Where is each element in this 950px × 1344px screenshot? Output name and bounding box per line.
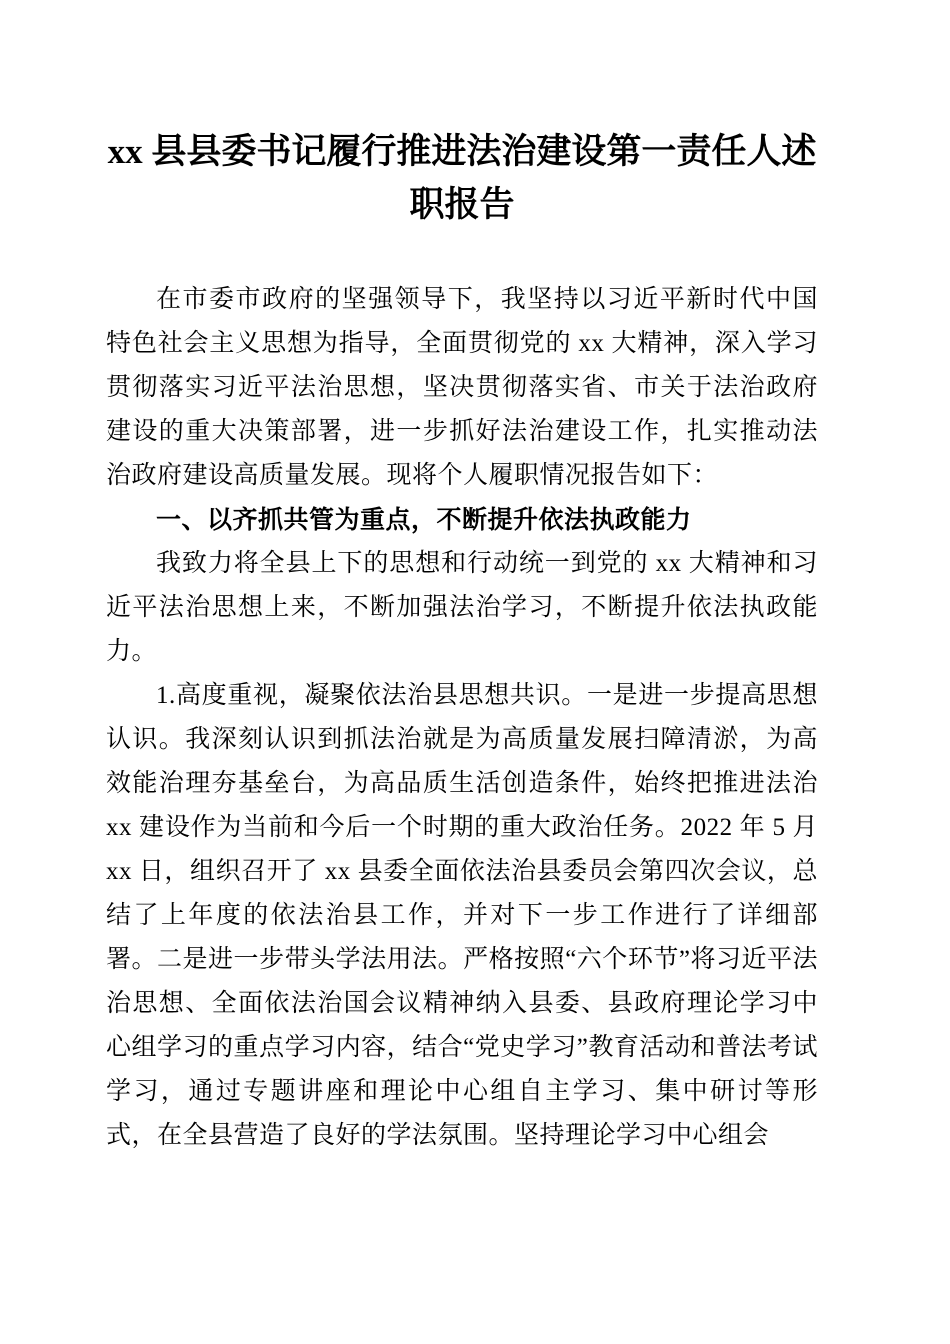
- paragraph-point-1: 1.高度重视，凝聚依法治县思想共识。一是进一步提高思想认识。我深刻认识到抓法治就是为高质量发展扫障清淤，为高效能治理夯基垒台，为高品质生活创造条件，始终把推进法治 xx 建设作为当前和今后一个时期的重大政治任务。2022 年 5 月 xx 日，组织召开了 xx 县委全面依法治县委员会第四次会议，总结了上年度的依法治县工作，并对下一步工作进行了详细部署。二是进一步带头学法用法。严格按照“六个环节”将习近平法治思想、全面依法治国会议精神纳入县委、县政府理论学习中心组学习的重点学习内容，结合“党史学习”教育活动和普法考试学习，通过专题讲座和理论中心组自主学习、集中研讨等形式，在全县营造了良好的学法氛围。坚持理论学习中心组会: [106, 682, 818, 1149]
- document-title: xx 县县委书记履行推进法治建设第一责任人述职报告: [107, 132, 817, 224]
- paragraph-intro: 在市委市政府的坚强领导下，我坚持以习近平新时代中国特色社会主义思想为指导，全面贯彻党的 xx 大精神，深入学习贯彻落实习近平法治思想，坚决贯彻落实省、市关于法治政府建设的重大决策部署，进一步抓好法治建设工作，扎实推动法治政府建设高质量发展。现将个人履职情况报告如下：: [106, 286, 818, 489]
- paragraph-section-overview: 我致力将全县上下的思想和行动统一到党的 xx 大精神和习近平法治思想上来，不断加强法治学习，不断提升依法执政能力。: [106, 550, 818, 665]
- section-heading-1: 一、以齐抓共管为重点，不断提升依法执政能力: [156, 506, 692, 534]
